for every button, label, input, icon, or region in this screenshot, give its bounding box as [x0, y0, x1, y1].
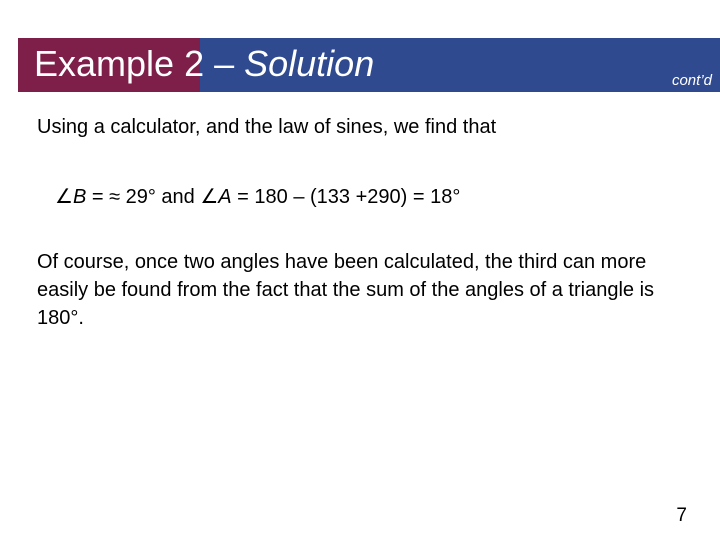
angle-equation [55, 184, 460, 209]
intro-line: Using a calculator, and the law of sines, we find that [37, 116, 497, 138]
title-number: 2 – [184, 43, 245, 84]
page-number: 7 [676, 505, 687, 526]
equation-part1: = ≈ 29° and [86, 186, 201, 208]
variable-a: A [218, 186, 232, 208]
angle-symbol-b: ∠ [55, 186, 73, 208]
variable-b: B [72, 186, 87, 208]
title-main: Example [34, 43, 185, 84]
equation-part2: = 180 – (133 +290) = 18° [231, 186, 461, 208]
angle-symbol-a: ∠ [200, 186, 219, 208]
continued-label: cont’d [671, 72, 712, 89]
slide-title [34, 44, 374, 84]
title-italic: Solution [244, 43, 375, 84]
title-bar [18, 38, 720, 92]
explanation-paragraph: Of course, once two angles have been calculated, the third can more easily be found from the fact that the sum of the angles of a triangle is 180°. [37, 251, 655, 329]
